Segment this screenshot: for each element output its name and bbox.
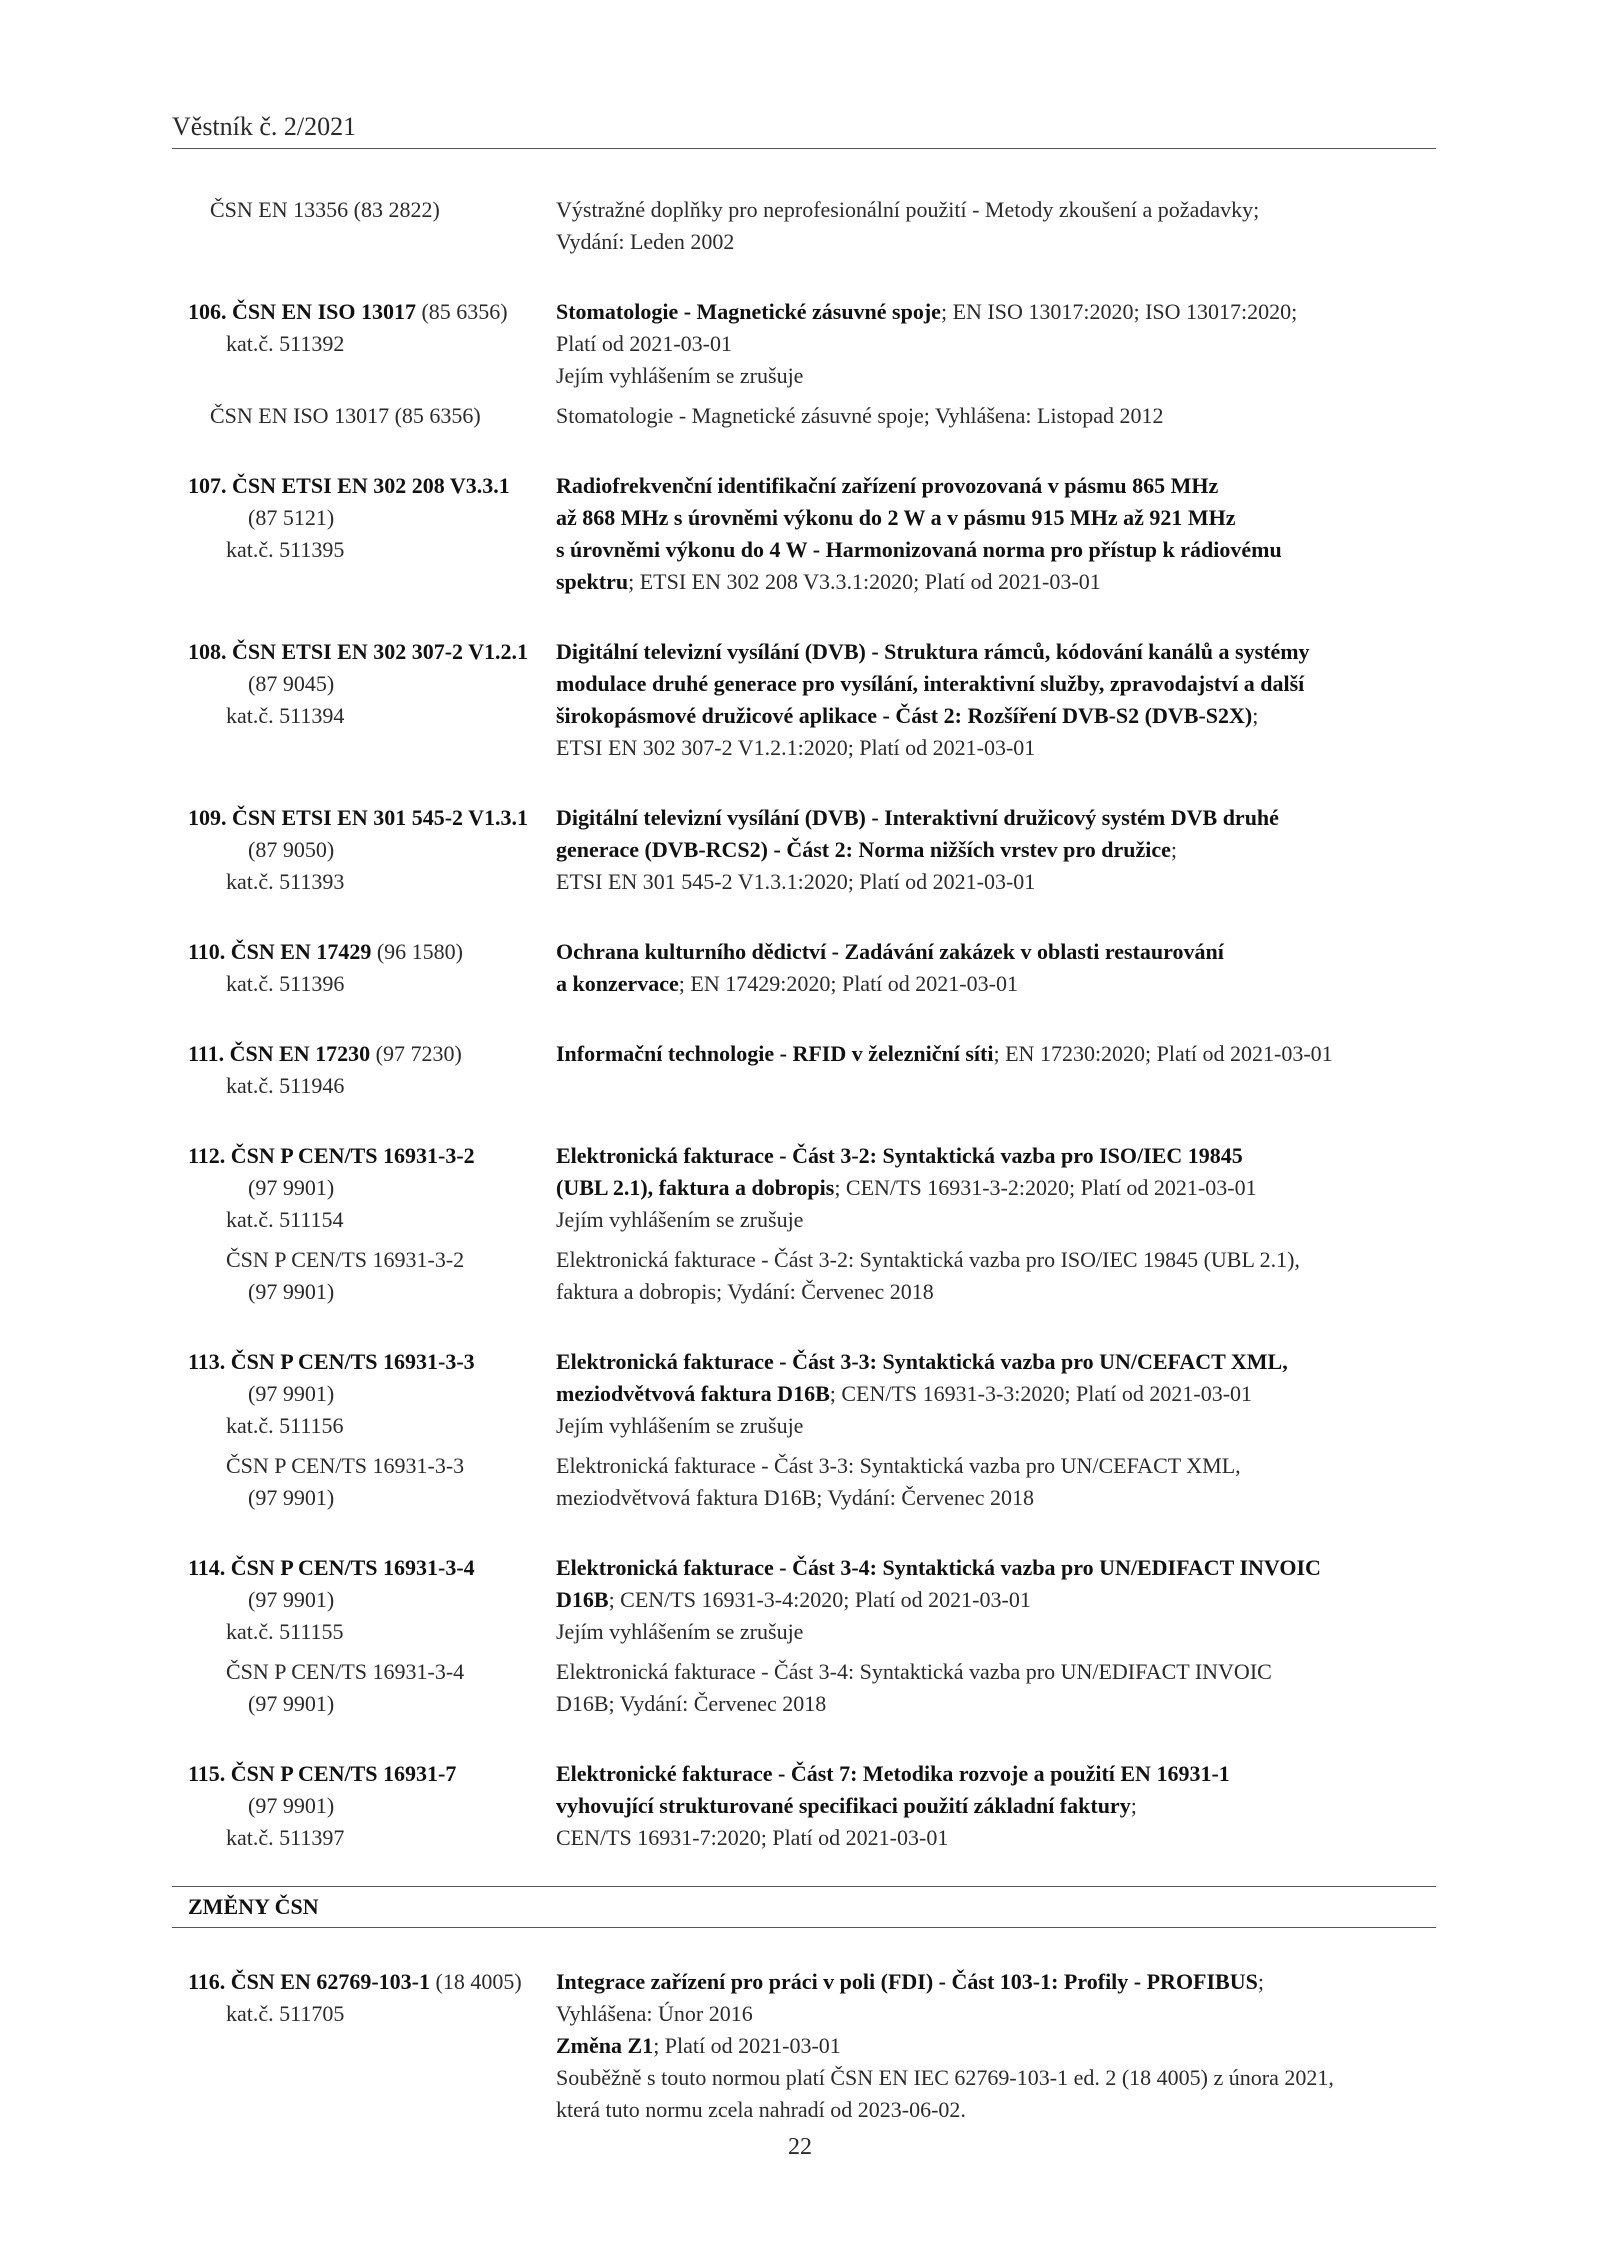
punctuation: ;: [1257, 1969, 1264, 1994]
catalog-number: kat.č. 511394: [226, 703, 345, 728]
catalog-number: kat.č. 511395: [226, 537, 345, 562]
page-number: 22: [788, 2134, 812, 2160]
withdrawn-standard-code: (97 9901): [248, 1279, 335, 1304]
withdrawn-standard-title: Elektronická fakturace - Část 3-2: Syntaktická vazba pro ISO/IEC 19845 (UBL 2.1),: [556, 1247, 1300, 1272]
list-item: [172, 802, 1436, 898]
standard-code: (97 7230): [370, 1041, 462, 1066]
standard-reference: ETSI EN 301 545-2 V1.3.1:2020; Platí od 2021-03-01: [556, 869, 1036, 894]
list-item: [172, 1346, 1436, 1514]
punctuation: ;: [1170, 837, 1177, 862]
withdrawn-standard-id: ČSN EN ISO 13017 (85 6356): [210, 403, 481, 428]
catalog-number: kat.č. 511705: [226, 2001, 345, 2026]
replaces-note: Jejím vyhlášením se zrušuje: [556, 363, 804, 388]
catalog-number: kat.č. 511392: [226, 331, 345, 356]
standard-title: Elektronická fakturace - Část 3-3: Syntaktická vazba pro UN/CEFACT XML,: [556, 1349, 1288, 1374]
standard-title: vyhovující strukturované specifikaci použití základní faktury: [556, 1793, 1131, 1818]
issued-date: Vyhlášena: Únor 2016: [556, 2001, 753, 2026]
standard-code: (87 9045): [248, 671, 335, 696]
standard-number: 109. ČSN ETSI EN 301 545-2 V1.3.1: [188, 805, 529, 830]
valid-from: ; Platí od 2021-03-01: [653, 2033, 841, 2058]
punctuation: ;: [1130, 1793, 1137, 1818]
standard-title: s úrovněmi výkonu do 4 W - Harmonizovaná norma pro přístup k rádiovému: [556, 537, 1282, 562]
list-item: [172, 1038, 1436, 1102]
standard-reference: ; CEN/TS 16931-3-3:2020; Platí od 2021-03-01: [829, 1381, 1253, 1406]
withdrawn-standard-code: (97 9901): [248, 1485, 335, 1510]
withdrawn-standard-code: (97 9901): [248, 1691, 335, 1716]
catalog-number: kat.č. 511396: [226, 971, 345, 996]
standard-title: Stomatologie - Magnetické zásuvné spoje: [556, 299, 941, 324]
catalog-number: kat.č. 511154: [226, 1207, 344, 1232]
withdrawn-standard-title: Elektronická fakturace - Část 3-4: Syntaktická vazba pro UN/EDIFACT INVOIC: [556, 1659, 1272, 1684]
withdrawn-standard-id: ČSN EN 13356 (83 2822): [210, 197, 440, 222]
withdrawn-standard-issue: faktura a dobropis; Vydání: Červenec 2018: [556, 1279, 934, 1304]
standard-code: (96 1580): [371, 939, 464, 964]
standard-code: (97 9901): [248, 1381, 335, 1406]
list-item: [172, 1140, 1436, 1308]
standard-title: Ochrana kulturního dědictví - Zadávání zakázek v oblasti restaurování: [556, 939, 1224, 964]
standard-number: 111. ČSN EN 17230: [188, 1041, 371, 1066]
catalog-number: kat.č. 511946: [226, 1073, 345, 1098]
standard-title: a konzervace: [556, 971, 679, 996]
list-item: [172, 1758, 1436, 1854]
standard-number: 112. ČSN P CEN/TS 16931-3-2: [188, 1143, 475, 1168]
standard-title: (UBL 2.1), faktura a dobropis: [556, 1175, 835, 1200]
list-item: [172, 1966, 1436, 2126]
standard-reference: ; EN ISO 13017:2020; ISO 13017:2020;: [940, 299, 1298, 324]
valid-from: Platí od 2021-03-01: [556, 331, 732, 356]
standard-title: Digitální televizní vysílání (DVB) - Interaktivní družicový systém DVB druhé: [556, 805, 1279, 830]
standard-code: (18 4005): [430, 1969, 522, 1994]
standard-reference: ; CEN/TS 16931-3-2:2020; Platí od 2021-03-01: [834, 1175, 1257, 1200]
standard-reference: ; ETSI EN 302 208 V3.3.1:2020; Platí od 2021-03-01: [628, 569, 1101, 594]
catalog-number: kat.č. 511397: [226, 1825, 345, 1850]
replaces-note: Jejím vyhlášením se zrušuje: [556, 1207, 804, 1232]
withdrawn-standard-id: ČSN P CEN/TS 16931-3-4: [226, 1659, 465, 1684]
standard-number: 114. ČSN P CEN/TS 16931-3-4: [188, 1555, 475, 1580]
standard-title: spektru: [556, 569, 629, 594]
standard-reference: ; CEN/TS 16931-3-4:2020; Platí od 2021-03-01: [608, 1587, 1031, 1612]
standard-number: 115. ČSN P CEN/TS 16931-7: [188, 1761, 457, 1786]
standard-code: (97 9901): [248, 1175, 335, 1200]
page-header: [172, 110, 1436, 149]
standard-title: Elektronická fakturace - Část 3-4: Syntaktická vazba pro UN/EDIFACT INVOIC: [556, 1555, 1321, 1580]
standard-code: (87 9050): [248, 837, 335, 862]
standard-title: Elektronická fakturace - Část 3-2: Syntaktická vazba pro ISO/IEC 19845: [556, 1143, 1243, 1168]
standard-number: 110. ČSN EN 17429: [188, 939, 372, 964]
standard-title: Integrace zařízení pro práci v poli (FDI) - Část 103-1: Profily - PROFIBUS: [556, 1969, 1258, 1994]
standard-title: Radiofrekvenční identifikační zařízení provozovaná v pásmu 865 MHz: [556, 473, 1219, 498]
parallel-note: Souběžně s touto normou platí ČSN EN IEC 62769-103-1 ed. 2 (18 4005) z února 2021,: [556, 2065, 1334, 2090]
withdrawn-standard-issue: D16B; Vydání: Červenec 2018: [556, 1691, 827, 1716]
replaces-note: Jejím vyhlášením se zrušuje: [556, 1619, 804, 1644]
standard-number: 108. ČSN ETSI EN 302 307-2 V1.2.1: [188, 639, 529, 664]
replaces-note: Jejím vyhlášením se zrušuje: [556, 1413, 804, 1438]
list-item: [172, 936, 1436, 1000]
list-item: [172, 296, 1436, 432]
withdrawn-standard-id: ČSN P CEN/TS 16931-3-3: [226, 1453, 465, 1478]
withdrawn-standard-issue: meziodvětvová faktura D16B; Vydání: Červenec 2018: [556, 1485, 1034, 1510]
journal-title: Věstník č. 2/2021: [172, 112, 357, 141]
list-item: [172, 470, 1436, 598]
withdrawn-standard-title: Stomatologie - Magnetické zásuvné spoje; Vyhlášena: Listopad 2012: [556, 403, 1164, 428]
withdrawn-standard-issue: Vydání: Leden 2002: [556, 229, 735, 254]
standard-title: širokopásmové družicové aplikace - Část 2: Rozšíření DVB-S2 (DVB-S2X): [556, 703, 1253, 728]
standard-code: (97 9901): [248, 1793, 335, 1818]
standard-number: 107. ČSN ETSI EN 302 208 V3.3.1: [188, 473, 510, 498]
list-item: [172, 1552, 1436, 1720]
list-item: [172, 194, 1436, 258]
catalog-number: kat.č. 511393: [226, 869, 345, 894]
amendment-label: Změna Z1: [556, 2033, 654, 2058]
catalog-number: kat.č. 511156: [226, 1413, 344, 1438]
punctuation: ;: [1252, 703, 1259, 728]
standard-code: (97 9901): [248, 1587, 335, 1612]
standard-code: (87 5121): [248, 505, 335, 530]
standard-number: 106. ČSN EN ISO 13017: [188, 299, 416, 324]
standard-title: generace (DVB-RCS2) - Část 2: Norma nižších vrstev pro družice: [556, 837, 1171, 862]
standard-title: modulace druhé generace pro vysílání, interaktivní služby, zpravodajství a další: [556, 671, 1305, 696]
standard-reference: ETSI EN 302 307-2 V1.2.1:2020; Platí od 2021-03-01: [556, 735, 1036, 760]
standard-title: meziodvětvová faktura D16B: [556, 1381, 830, 1406]
standard-number: 113. ČSN P CEN/TS 16931-3-3: [188, 1349, 475, 1374]
catalog-number: kat.č. 511155: [226, 1619, 344, 1644]
header-rule: [172, 148, 1436, 149]
withdrawn-standard-title: Elektronická fakturace - Část 3-3: Syntaktická vazba pro UN/CEFACT XML,: [556, 1453, 1241, 1478]
list-item: [172, 636, 1436, 764]
standard-title: Digitální televizní vysílání (DVB) - Struktura rámců, kódování kanálů a systémy: [556, 639, 1310, 664]
standard-reference: ; EN 17429:2020; Platí od 2021-03-01: [678, 971, 1018, 996]
withdrawn-standard-id: ČSN P CEN/TS 16931-3-2: [226, 1247, 465, 1272]
section-heading: ZMĚNY ČSN: [172, 1886, 1436, 1928]
standard-reference: CEN/TS 16931-7:2020; Platí od 2021-03-01: [556, 1825, 949, 1850]
replacement-note: která tuto normu zcela nahradí od 2023-06-02.: [556, 2097, 966, 2122]
standard-title: D16B: [556, 1587, 609, 1612]
withdrawn-standard-title: Výstražné doplňky pro neprofesionální použití - Metody zkoušení a požadavky;: [556, 197, 1260, 222]
standard-reference: ; EN 17230:2020; Platí od 2021-03-01: [993, 1041, 1333, 1066]
standard-number: 116. ČSN EN 62769-103-1: [188, 1969, 431, 1994]
standards-list: [172, 194, 1436, 2164]
standard-title: Elektronické fakturace - Část 7: Metodika rozvoje a použití EN 16931-1: [556, 1761, 1230, 1786]
standard-code: (85 6356): [415, 299, 508, 324]
standard-title: Informační technologie - RFID v železniční síti: [556, 1041, 994, 1066]
standard-title: až 868 MHz s úrovněmi výkonu do 2 W a v pásmu 915 MHz až 921 MHz: [556, 505, 1236, 530]
